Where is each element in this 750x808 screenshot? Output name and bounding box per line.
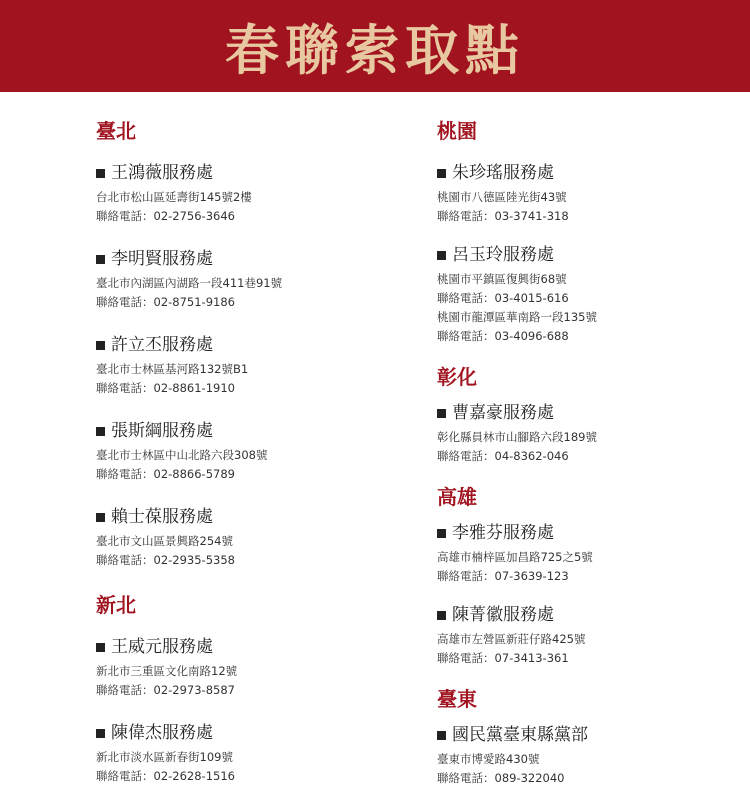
office-address: 臺北市士林區中山北路六段308號	[96, 448, 268, 462]
office-entry	[96, 636, 396, 700]
office-phone: 聯絡電話：03-4096-688	[437, 329, 569, 343]
office-name-row	[437, 162, 737, 184]
office-address: 桃園市八德區陸光街43號	[437, 190, 567, 204]
region-heading: 新北	[96, 593, 136, 617]
office-phone: 聯絡電話：02-8866-5789	[96, 467, 235, 481]
office-phone: 聯絡電話：03-3741-318	[437, 209, 569, 223]
office-address: 高雄市左營區新莊仔路425號	[437, 632, 586, 646]
office-phone: 聯絡電話：02-2935-5358	[96, 553, 235, 567]
office-entry	[437, 604, 737, 668]
region-heading: 臺東	[437, 687, 477, 711]
office-name: 賴士葆服務處	[111, 507, 213, 527]
office-address: 新北市淡水區新春街109號	[96, 750, 233, 764]
office-name: 呂玉玲服務處	[452, 245, 554, 265]
office-name: 陳偉杰服務處	[111, 723, 213, 743]
office-address: 臺北市文山區景興路254號	[96, 534, 233, 548]
square-bullet-icon	[96, 341, 105, 350]
office-name: 張斯綱服務處	[111, 421, 213, 441]
office-name: 李明賢服務處	[111, 249, 213, 269]
office-name: 朱珍瑤服務處	[452, 163, 554, 183]
office-entry	[96, 248, 396, 312]
office-phone: 聯絡電話：07-3639-123	[437, 569, 569, 583]
square-bullet-icon	[437, 611, 446, 620]
square-bullet-icon	[437, 251, 446, 260]
office-address: 臺東市博愛路430號	[437, 752, 540, 766]
office-name-row	[96, 722, 396, 744]
office-name-row	[96, 636, 396, 658]
office-phone: 聯絡電話：089-322040	[437, 771, 565, 785]
square-bullet-icon	[96, 427, 105, 436]
region-heading: 高雄	[437, 485, 477, 509]
office-entry	[437, 162, 737, 226]
office-name-row	[437, 402, 737, 424]
office-name-row	[96, 420, 396, 442]
office-address: 臺北市內湖區內湖路一段411巷91號	[96, 276, 283, 290]
page-title: 春聯索取點	[225, 17, 525, 82]
office-phone: 聯絡電話：02-2973-8587	[96, 683, 235, 697]
office-address: 臺北市士林區基河路132號B1	[96, 362, 249, 376]
office-phone: 聯絡電話：04-8362-046	[437, 449, 569, 463]
square-bullet-icon	[96, 513, 105, 522]
office-entry	[437, 402, 737, 466]
office-name-row	[96, 248, 396, 270]
office-name-row	[437, 244, 737, 266]
region-heading: 桃園	[437, 119, 477, 143]
square-bullet-icon	[437, 529, 446, 538]
office-name-row	[437, 522, 737, 544]
office-name: 國民黨臺東縣黨部	[452, 725, 588, 745]
office-address: 彰化縣員林市山腳路六段189號	[437, 430, 597, 444]
office-address: 高雄市楠梓區加昌路725之5號	[437, 550, 593, 564]
office-entry	[437, 244, 737, 346]
office-name: 曹嘉豪服務處	[452, 403, 554, 423]
office-phone: 聯絡電話：02-2756-3646	[96, 209, 235, 223]
office-name-row	[96, 334, 396, 356]
office-phone: 聯絡電話：02-8861-1910	[96, 381, 235, 395]
office-name: 王威元服務處	[111, 637, 213, 657]
office-phone: 聯絡電話：07-3413-361	[437, 651, 569, 665]
region-heading: 臺北	[96, 119, 136, 143]
office-name: 陳菁徽服務處	[452, 605, 554, 625]
office-name-row	[96, 506, 396, 528]
office-address: 台北市松山區延壽街145號2樓	[96, 190, 252, 204]
square-bullet-icon	[437, 731, 446, 740]
office-address: 桃園市龍潭區華南路一段135號	[437, 310, 597, 324]
region-heading: 彰化	[437, 365, 477, 389]
office-entry	[96, 162, 396, 226]
office-name: 李雅芬服務處	[452, 523, 554, 543]
office-phone: 聯絡電話：02-2628-1516	[96, 769, 235, 783]
office-address: 桃園市平鎮區復興街68號	[437, 272, 567, 286]
office-entry	[96, 420, 396, 484]
left-column	[96, 118, 396, 808]
office-name: 許立丕服務處	[111, 335, 213, 355]
square-bullet-icon	[96, 169, 105, 178]
office-phone: 聯絡電話：03-4015-616	[437, 291, 569, 305]
square-bullet-icon	[437, 169, 446, 178]
office-entry	[437, 522, 737, 586]
title-banner	[0, 0, 750, 92]
square-bullet-icon	[96, 643, 105, 652]
right-column	[437, 118, 737, 806]
office-entry	[437, 724, 737, 788]
office-entry	[96, 334, 396, 398]
office-address: 新北市三重區文化南路12號	[96, 664, 238, 678]
office-name-row	[96, 162, 396, 184]
office-name: 王鴻薇服務處	[111, 163, 213, 183]
square-bullet-icon	[96, 255, 105, 264]
square-bullet-icon	[96, 729, 105, 738]
square-bullet-icon	[437, 409, 446, 418]
office-entry	[96, 722, 396, 786]
office-name-row	[437, 724, 737, 746]
office-name-row	[437, 604, 737, 626]
office-phone: 聯絡電話：02-8751-9186	[96, 295, 235, 309]
office-entry	[96, 506, 396, 570]
